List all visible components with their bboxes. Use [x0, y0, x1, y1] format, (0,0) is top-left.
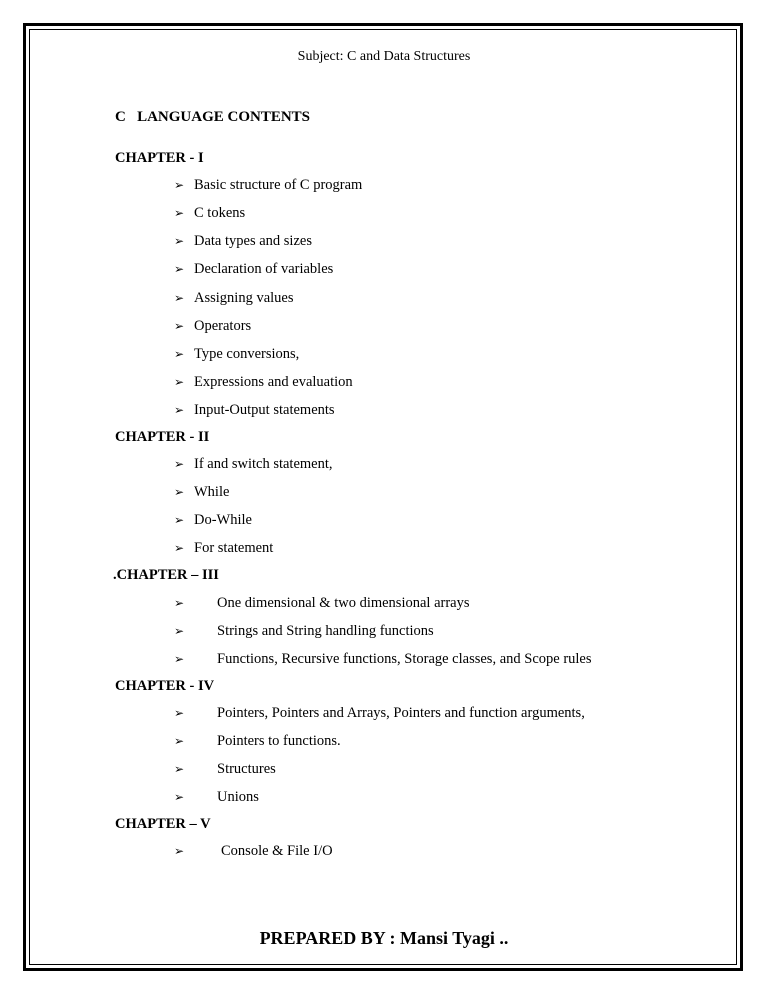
arrow-bullet-icon: ➢: [174, 652, 185, 666]
list-item: [174, 651, 592, 668]
prepared-by-footer: PREPARED BY : Mansi Tyagi ..: [259, 928, 509, 948]
arrow-bullet-icon: ➢: [174, 403, 185, 417]
list-item: [174, 843, 333, 860]
list-item-text: One dimensional & two dimensional arrays: [217, 595, 470, 611]
list-item: [174, 290, 293, 307]
arrow-bullet-icon: ➢: [174, 347, 185, 361]
list-item-text: For statement: [194, 540, 274, 556]
chapter-4-heading: CHAPTER - IV: [115, 678, 215, 694]
list-item: [174, 261, 333, 278]
arrow-bullet-icon: ➢: [174, 624, 185, 638]
list-item-text: Pointers to functions.: [217, 733, 341, 749]
list-item: [174, 512, 252, 529]
arrow-bullet-icon: ➢: [174, 790, 185, 804]
chapter-5-heading: CHAPTER – V: [115, 816, 211, 832]
arrow-bullet-icon: ➢: [174, 596, 185, 610]
list-item-text: Pointers, Pointers and Arrays, Pointers and function arguments,: [217, 705, 585, 721]
list-item: [174, 374, 353, 391]
list-item-text: While: [194, 484, 230, 500]
list-item-text: Unions: [217, 789, 259, 805]
list-item-text: Input-Output statements: [194, 402, 335, 418]
list-item: [174, 402, 335, 419]
list-item-text: Expressions and evaluation: [194, 374, 353, 390]
arrow-bullet-icon: ➢: [174, 206, 185, 220]
list-item-text: Strings and String handling functions: [217, 623, 434, 639]
list-item: [174, 595, 470, 612]
list-item: [174, 318, 251, 335]
arrow-bullet-icon: ➢: [174, 706, 185, 720]
list-item: [174, 733, 341, 750]
list-item-text: Console & File I/O: [221, 843, 333, 859]
arrow-bullet-icon: ➢: [174, 762, 185, 776]
list-item: [174, 761, 276, 778]
list-item: [174, 705, 585, 722]
list-item: [174, 233, 312, 250]
arrow-bullet-icon: ➢: [174, 485, 185, 499]
list-item-text: Functions, Recursive functions, Storage classes, and Scope rules: [217, 651, 592, 667]
arrow-bullet-icon: ➢: [174, 319, 185, 333]
list-item-text: Basic structure of C program: [194, 177, 363, 193]
list-item-text: Structures: [217, 761, 276, 777]
list-item-text: Assigning values: [194, 290, 294, 306]
list-item-text: Declaration of variables: [194, 261, 334, 277]
list-item: [174, 789, 259, 806]
list-item-text: C tokens: [194, 205, 246, 221]
arrow-bullet-icon: ➢: [174, 513, 185, 527]
page-title: C LANGUAGE CONTENTS: [115, 109, 311, 125]
arrow-bullet-icon: ➢: [174, 734, 185, 748]
arrow-bullet-icon: ➢: [174, 234, 185, 248]
chapter-3-heading: .CHAPTER – III: [113, 567, 219, 583]
arrow-bullet-icon: ➢: [174, 844, 185, 858]
arrow-bullet-icon: ➢: [174, 457, 185, 471]
list-item: [174, 205, 245, 222]
arrow-bullet-icon: ➢: [174, 262, 185, 276]
page-header-subject: Subject: C and Data Structures: [297, 49, 471, 64]
list-item-text: Type conversions,: [194, 346, 300, 362]
chapter-2-heading: CHAPTER - II: [115, 429, 210, 445]
list-item-text: Operators: [194, 318, 252, 334]
list-item-text: If and switch statement,: [194, 456, 333, 472]
arrow-bullet-icon: ➢: [174, 375, 185, 389]
chapter-1-heading: CHAPTER - I: [115, 150, 204, 166]
arrow-bullet-icon: ➢: [174, 178, 185, 192]
list-item-text: Data types and sizes: [194, 233, 312, 249]
list-item: [174, 623, 434, 640]
list-item: [174, 540, 273, 557]
list-item: [174, 456, 333, 473]
arrow-bullet-icon: ➢: [174, 541, 185, 555]
list-item: [174, 177, 362, 194]
list-item: [174, 346, 299, 363]
list-item-text: Do-While: [194, 512, 252, 528]
arrow-bullet-icon: ➢: [174, 291, 185, 305]
list-item: [174, 484, 229, 501]
